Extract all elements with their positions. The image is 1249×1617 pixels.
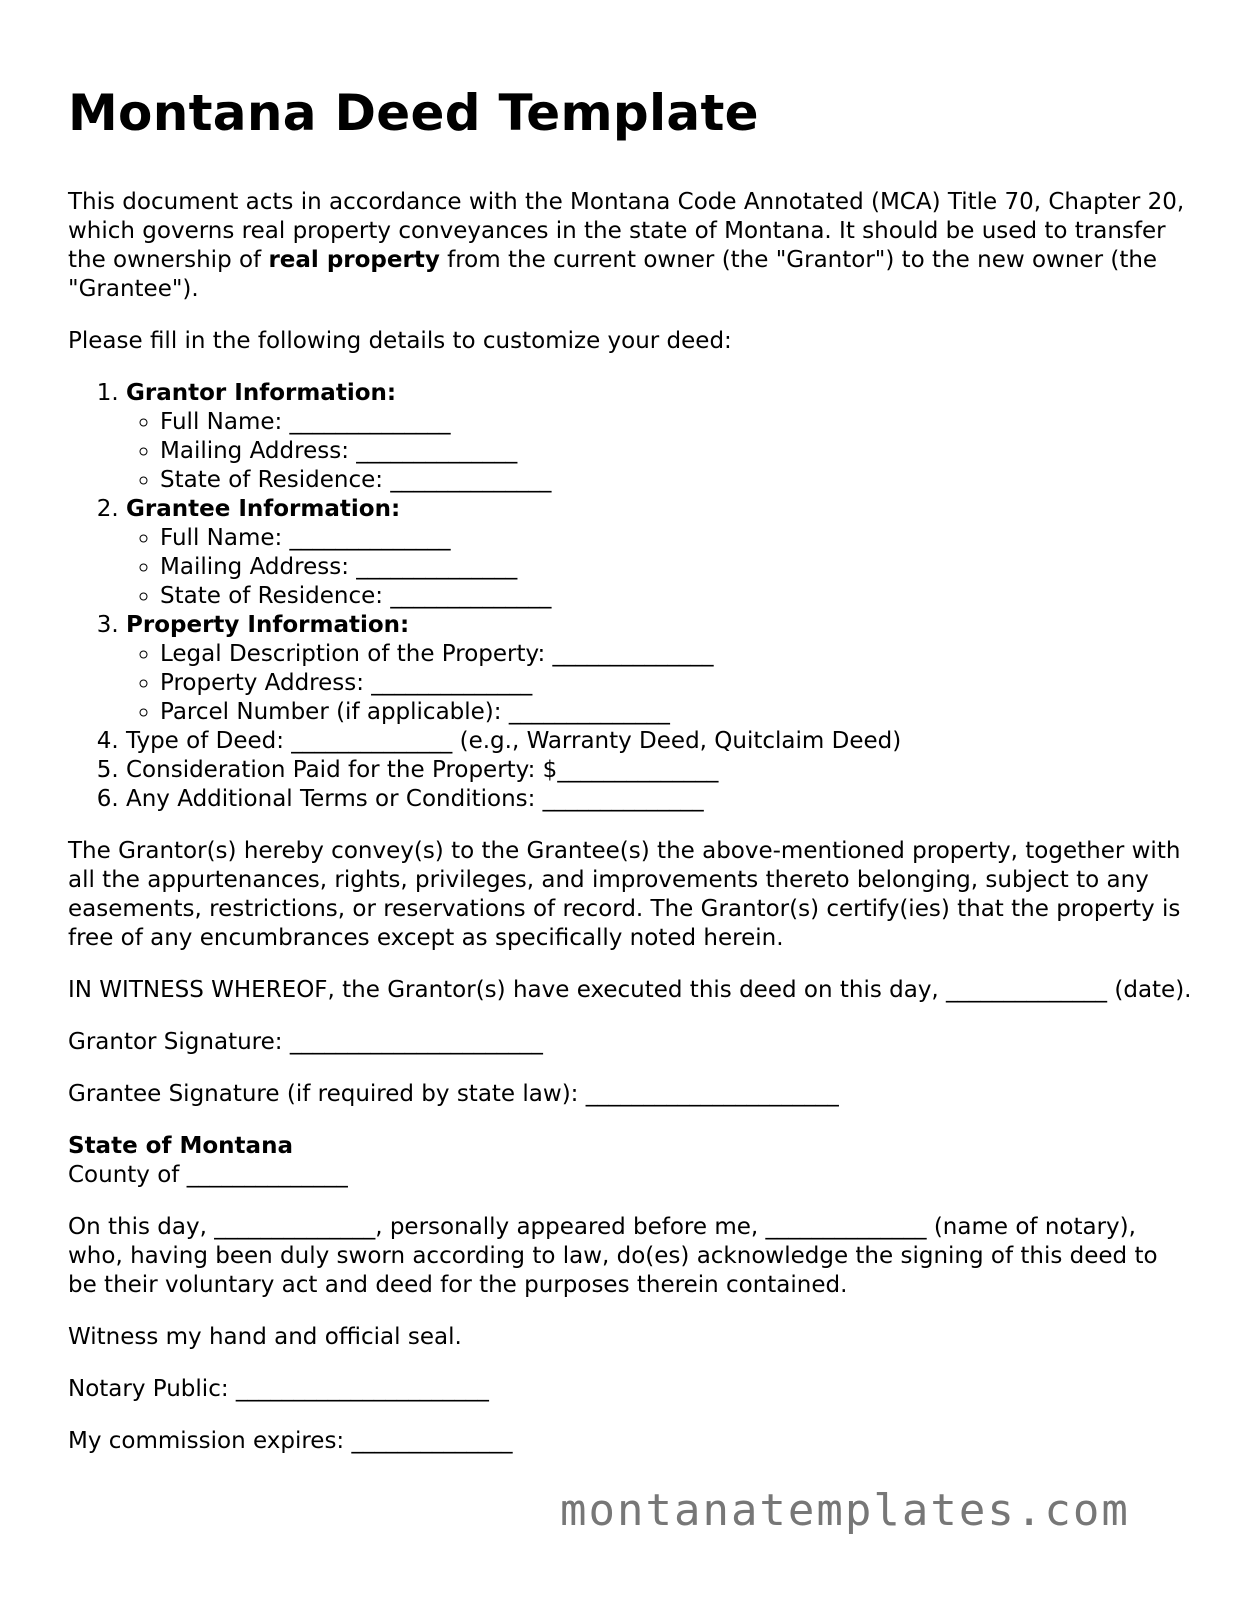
acknowledgment-paragraph: On this day, ______________, personally appeared before me, ______________ (name of notary), who, having been duly sworn according to law, do(es) acknowledge the signing of this deed to be their voluntary act and deed for the purposes therein contained. — [68, 1214, 1158, 1298]
list-item-property — [126, 611, 1193, 727]
conveyance-paragraph: The Grantor(s) hereby convey(s) to the Grantee(s) the above-mentioned property, together with all the appurtenances, rights, privileges, and improvements thereto belonging, subject to any easements, restrictions, or reservations of record. The Grantor(s) certify(ies) that the property is free of any encumbrances except as specifically noted herein. — [68, 838, 1181, 951]
intro-paragraph — [68, 188, 1193, 304]
grantor-full-name: ◦ Full Name: ______________ — [160, 408, 1193, 437]
property-sublist — [126, 640, 1193, 727]
witness-seal-line: Witness my hand and official seal. — [68, 1324, 462, 1350]
grantee-signature-line: Grantee Signature (if required by state law): ______________________ — [68, 1081, 839, 1107]
grantee-header: Grantee Information: — [126, 496, 401, 522]
list-item-additional-terms: 6. Any Additional Terms or Conditions: ______________ — [126, 785, 1193, 814]
list-item-consideration: 5. Consideration Paid for the Property: $______________ — [126, 756, 1193, 785]
grantor-header: Grantor Information: — [126, 380, 397, 406]
intro-text-start: This document acts in accordance with the Montana Code Annotated (MCA) Title 70, Chapter 20, which governs real property conveyances in the state of Montana. It should be used to transfer the ownership of — [68, 189, 1185, 273]
intro-text-end: from the current owner (the "Grantor") to the new owner (the "Grantee"). — [68, 247, 1158, 302]
grantor-mailing-address: ◦ Mailing Address: ______________ — [160, 437, 1193, 466]
property-address: ◦ Property Address: ______________ — [160, 669, 1193, 698]
page-title: Montana Deed Template — [68, 84, 759, 142]
list-item-grantor — [126, 379, 1193, 495]
grantee-state: ◦ State of Residence: ______________ — [160, 582, 1193, 611]
grantor-state: ◦ State of Residence: ______________ — [160, 466, 1193, 495]
property-legal-description: ◦ Legal Description of the Property: ______________ — [160, 640, 1193, 669]
list-item-grantee — [126, 495, 1193, 611]
grantee-sublist — [126, 524, 1193, 611]
property-parcel-number: ◦ Parcel Number (if applicable): ______________ — [160, 698, 1193, 727]
commission-expires-line: My commission expires: ______________ — [68, 1428, 513, 1454]
grantor-sublist — [126, 408, 1193, 495]
grantor-signature-line: Grantor Signature: ______________________ — [68, 1029, 543, 1055]
grantee-mailing-address: ◦ Mailing Address: ______________ — [160, 553, 1193, 582]
state-heading: State of Montana — [68, 1133, 293, 1159]
intro-bold-term: real property — [268, 247, 440, 273]
instructions: Please fill in the following details to customize your deed: — [68, 328, 732, 354]
notary-venue — [68, 1132, 1193, 1190]
county-line: County of ______________ — [68, 1162, 348, 1188]
document-body — [68, 82, 1193, 1479]
list-item-deed-type: 4. Type of Deed: ______________ (e.g., Warranty Deed, Quitclaim Deed) — [126, 727, 1193, 756]
watermark: montanatemplates.com — [560, 1485, 1130, 1536]
witness-paragraph: IN WITNESS WHEREOF, the Grantor(s) have executed this deed on this day, ______________ (date). — [68, 977, 1192, 1003]
grantee-full-name: ◦ Full Name: ______________ — [160, 524, 1193, 553]
notary-public-line: Notary Public: ______________________ — [68, 1376, 489, 1402]
details-list — [68, 379, 1193, 814]
property-header: Property Information: — [126, 612, 410, 638]
